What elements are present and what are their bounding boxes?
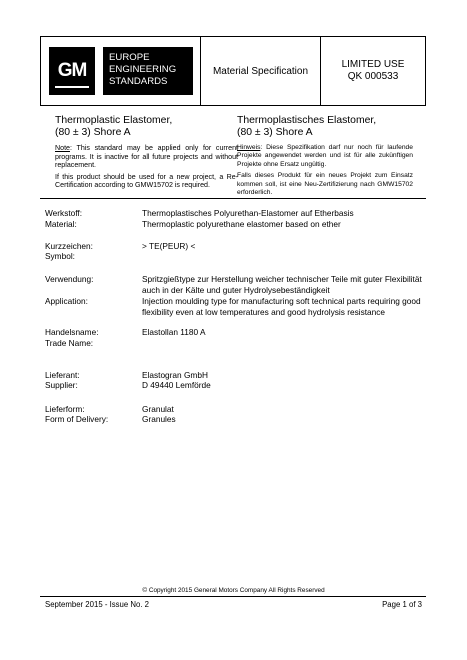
kurzzeichen-label: Kurzzeichen: xyxy=(45,241,93,251)
application-value: Injection moulding type for manufacturing soft technical parts requiring good flexibility even at low temperatures and good hydrolysis resistance xyxy=(142,296,421,317)
header-box xyxy=(40,36,426,106)
note-en xyxy=(55,144,238,170)
copyright-notice: © Copyright 2015 General Motors Company All Rights Reserved xyxy=(142,587,325,594)
delivery-label: Form of Delivery: xyxy=(45,414,109,424)
application-label: Application: xyxy=(45,296,88,306)
note-de-text: : Diese Spezifikation darf nur noch für laufende Projekte angewendet werden und ist für alle zukünftigen Projekte ohne Ersatz ungültig. xyxy=(237,144,413,168)
lieferant-value: Elastogran GmbH xyxy=(142,370,208,380)
delivery-value: Granules xyxy=(142,414,176,424)
title-de-line2: (80 ± 3) Shore A xyxy=(237,127,313,138)
doc-type-cell xyxy=(201,37,321,105)
handelsname-label: Handelsname: xyxy=(45,327,99,337)
note-de-2: Falls dieses Produkt für ein neues Projekt zum Einsatz kommen soll, ist eine Neu-Zertifizierung nach GMW15702 erforderlich. xyxy=(237,172,413,197)
supplier-label: Supplier: xyxy=(45,380,78,390)
tradename-label: Trade Name: xyxy=(45,338,94,348)
header-logo-cell xyxy=(41,37,201,105)
lieferform-value: Granulat xyxy=(142,404,174,414)
note-en-2: If this product should be used for a new project, a Re-Certification according to GMW15702 is required. xyxy=(55,172,238,190)
werkstoff-value: Thermoplastisches Polyurethan-Elastomer auf Etherbasis xyxy=(142,208,354,218)
title-en-line1: Thermoplastic Elastomer, xyxy=(55,115,173,126)
page-number: Page 1 of 3 xyxy=(382,600,422,609)
note-de xyxy=(237,144,413,169)
title-english xyxy=(55,115,238,190)
footer-divider xyxy=(40,596,426,597)
org-name-box xyxy=(103,47,193,95)
lieferform-label: Lieferform: xyxy=(45,404,85,414)
title-de-line1: Thermoplastisches Elastomer, xyxy=(237,115,377,126)
note-en-label: Note xyxy=(55,144,70,152)
kurzzeichen-value: > TE(PEUR) < xyxy=(142,241,196,251)
doc-number: QK 000533 xyxy=(347,71,399,82)
symbol-label: Symbol: xyxy=(45,251,75,261)
lieferant-label: Lieferant: xyxy=(45,370,80,380)
verwendung-label: Verwendung: xyxy=(45,274,94,284)
gm-logo-text: GM xyxy=(57,59,87,81)
title-block xyxy=(40,106,426,199)
doc-id-cell xyxy=(321,37,425,105)
handelsname-value: Elastollan 1180 A xyxy=(142,327,206,337)
restriction-label: LIMITED USE xyxy=(341,59,405,70)
title-german xyxy=(237,115,413,197)
gm-logo xyxy=(49,47,95,95)
material-value: Thermoplastic polyurethane elastomer based on ether xyxy=(142,219,341,229)
org-line-3: STANDARDS xyxy=(109,76,168,87)
note-de-label: Hinweis xyxy=(237,144,261,151)
werkstoff-label: Werkstoff: xyxy=(45,208,83,218)
note-en-text: : This standard may be applied only for current programs. It is inactive for all future projects and without replacement. xyxy=(55,144,238,170)
verwendung-value: Spritzgießtype zur Herstellung weicher technischer Teile mit guter Flexibilität auch in der Kälte und guter Hydrolysebeständigkeit xyxy=(142,274,422,295)
material-label: Material: xyxy=(45,219,77,229)
gm-logo-mark xyxy=(55,54,89,88)
doc-type: Material Specification xyxy=(212,65,309,77)
title-en-line2: (80 ± 3) Shore A xyxy=(55,127,131,138)
org-line-2: ENGINEERING xyxy=(109,64,177,75)
issue-info: September 2015 - Issue No. 2 xyxy=(45,600,150,609)
org-line-1: EUROPE xyxy=(109,52,150,63)
supplier-value: D 49440 Lemförde xyxy=(142,380,211,390)
